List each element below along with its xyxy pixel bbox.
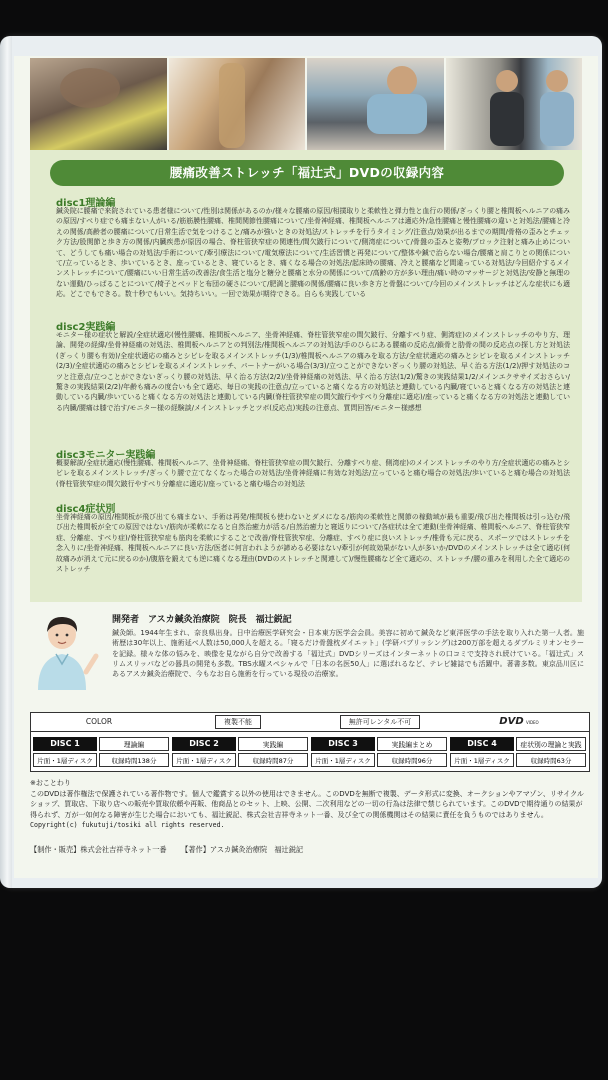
disc1-time: 収録時間138分: [99, 753, 169, 767]
disc3-title: disc3モニター実践編: [56, 450, 156, 461]
disc4-time: 収録時間63分: [516, 753, 586, 767]
disc2-title: disc2実践編: [56, 322, 116, 333]
disc2-spec-title: 実践編: [238, 737, 308, 751]
disc4-spec: [450, 737, 588, 769]
developer-bio: 鍼灸師。1944年生まれ、奈良県出身。日中治療医学研究会・日本東方医学会会員。美容に初めて鍼灸など東洋医学の手法を取り入れた第一人者。施術歴は30年以上、施術延べ人数は50,000人を超える。「寝るだけ骨盤枕ダイエット」(学研パブリッシング)は200万部を超えるダブルミリオンセラーを記録。様々な体の悩みを、映像を見ながら自分で改善する「福辻式」DVDシリーズはインターネットの口コミで支持され続けている。「福辻式」スリムスリッパなどの器具の開発も多数。TBS水曜スペシャルで「日本の名医50人」に選ばれるなど、テレビ雑誌でも活躍中。著書多数。東京品川区にあるアスカ鍼灸治療院で、今もなお自ら施術を行っている現役の治療家。: [112, 629, 584, 679]
developer-heading: 開発者 アスカ鍼灸治療院 院長 福辻鋭記: [112, 615, 292, 625]
contents-banner: 腰痛改善ストレッチ「福辻式」DVDの収録内容: [50, 160, 564, 186]
disc3-format: 片面・1層ディスク: [311, 753, 375, 767]
disc3-time: 収録時間96分: [377, 753, 447, 767]
disc3-spec-title: 実践編まとめ: [377, 737, 447, 751]
rental-cell: [309, 713, 451, 731]
disc4-format: 片面・1層ディスク: [450, 753, 514, 767]
disc2-spec: [172, 737, 310, 769]
disc4-spec-title: 症状別の理論と実践: [516, 737, 586, 751]
dvd-logo: DVD: [499, 716, 524, 727]
developer-avatar: [30, 612, 102, 692]
disc2-format: 片面・1層ディスク: [172, 753, 236, 767]
photo-massage: [30, 58, 167, 150]
credit-author: 【著作】アスカ鍼灸治療院 福辻鋭記: [181, 845, 304, 854]
disclaimer-body: このDVDは著作権法で保護されている著作物です。個人で鑑賞する以外の使用はできません。このDVDを無断で複製、データ形式に変換、オークションやアマゾン、リサイクルショップ、買取店、下取り店への販売や買取依頼や再販、他商品とのセット、上映、公開、二次利用などの一切の行為は法律で禁じられています。このDVDで期待通りの結果が得られず、万が一如何なる障害が生じた場合においても、福辻鋭記、株式会社吉祥寺ネット一番、及び全ての関係機関はその結果に責任を負うものではありません。: [30, 789, 584, 819]
photo-strip: [30, 58, 582, 150]
disc1-spec: [33, 737, 171, 769]
credits: [30, 845, 586, 855]
disc1-label: DISC 1: [33, 737, 97, 751]
disc1-format: 片面・1層ディスク: [33, 753, 97, 767]
color-label: COLOR: [85, 717, 113, 726]
copyright-line: Copyright(c) fukutuji/tosiki all rights reserved.: [30, 821, 225, 830]
disc4-body: 坐骨神経痛の原因/椎間板が飛び出ても痛まない、手術は再発/椎間板も使わないとダメになる/筋肉の柔軟性と関節の稼動域が最も重要/飛び出た椎間板は引っ込む/飛び出た椎間板が全ての原因ではない/筋肉が柔軟になると自然治癒力が活る/自然治癒力と寝返りについて/各症状は全て連動(坐骨神経痛、椎間板ヘルニア、脊柱管狭窄症、分離症、すべり症)/脊柱管狭窄症も筋肉を柔軟にすることで改善/脊柱管狭窄症、分離症、すべり症に良いストレッチ/椎骨も元に戻る、スポーツではストレッチを念入りに/坐骨神経痛、椎間板ヘルニアに良い方法/医者に何言われようが諦める必要はない/牽引が何故効果がない人が多いか/DVDのメインストレッチは全て適応(何故痛みが消えて元に戻るのか)/腹筋を鍛えても逆に痛くなる理由(DVDのストレッチと関連して)/慢性腰痛など全て適応の、ストレッチ/腰の重みを利用した全て適応のストレッチ: [56, 513, 570, 574]
disc1-spec-title: 理論編: [99, 737, 169, 751]
credit-producer: 【制作・販売】株式会社吉祥寺ネット一番: [30, 845, 167, 854]
photo-clinic: [446, 58, 583, 150]
disc4-label: DISC 4: [450, 737, 514, 751]
spec-header-row: [31, 713, 589, 732]
disc1-body: 鍼灸院に腰痛で来院されている患者様について/性別は関係があるのか/様々な腰痛の原因/相撲取りと柔軟性と弾力性と血行の関係/ぎっくり腰と椎間板ヘルニアの痛みの原因/すべり症でも痛まない人がいる/筋筋膜性腰痛、椎間関節性腰痛について/坐骨神経痛、椎間板ヘルニアは適応外/急性腰痛と慢性腰痛の違いと対処法/腰痛と冷えの関係/高齢者の腰痛について/日常生活で気をつけること/痛みが強いときの対処法/ストレッチを行うタイミング/注意点/効果が出るまでの期間/骨格の歪みとチェック方法/股関節と歩き方の関係/内臓疾患が原因の場合、脊柱管狭窄症の関連性/間欠跛行について/側湾症について/骨盤の歪みと姿勢/ブロック注射と痛み止めについて、どうしても痛い場合の対処法/手術について/牽引療法について/電気療法について/生活習慣と再発について/整体や鍼で治らない場合/腰痛と肩こりとの関係について/立っているとき、歩いているとき、座っているとき、寝ているとき、痛くなる場合の対処法/起床時の腰痛、冷えと腰痛など間違っている対処法/今回紹介するメインストレッチについて/腰痛にいい日常生活の改善法/食生活と塩分と糖分と腰痛と水分の関係について/高齢の方が多い理由/痛い時のマッサージと対処法/安静と無理のない運動/ひっぱることについて/椅子とベッドと布団の硬さについて/肥満と腰痛の関係/腰痛に良い歩き方と骨盤について/今回のメインストレッチはどんな症状にも適応。どこでもできる。数十秒でもいい。気持ちいい。一回で効果が期待できる。自らも実践している: [56, 207, 570, 299]
photo-stretch-demo: [307, 58, 444, 150]
disclaimer: [30, 778, 586, 831]
disc2-time: 収録時間87分: [238, 753, 308, 767]
spec-table: [30, 712, 590, 772]
disc2-body: モニター様の症状と解説/全症状適応(慢性腰痛、椎間板ヘルニア、坐骨神経痛、脊柱管狭窄症の間欠跛行、分離すべり症、側湾症)のメインストレッチのやり方、理論、開発の経緯/坐骨神経痛の対処法、椎間板ヘルニアとの判別法/椎間板ヘルニアの対処法/手のひらにある腰痛の反応点/鎖骨と肋骨の間の反応点の探し方と対処法(ぎっくり腰も有効)/全症状適応の痛みとシビレを取るメインストレッチ(1/3)/椎間板ヘルニアの痛みを取る方法/全症状適応の痛みとシビレを取るメインストレッチ(2/3)/全症状適応の痛みとシビレを取るメインストレッチ、パートナーがいる場合(3/3)/立つことができないぎっくり腰の対処法、早く治る方法(1/2)/押す対処法のコツと注意点/立つことができないぎっくり腰の対処法、早く治る方法(2/2)/坐骨神経痛の対処法、早く治る方法(1/2)/驚きの実践結果1/2/メインエクササイズおさらい/驚きの実践結果(2/2)/年齢も痛みの度合いも全て適応、毎日の実践の注意点/立っていると痛くなる方の対処法と連動している内臓/寝ていると痛くなる方の対処法と連動している内臓/歩いていると痛くなる方の対処法と連動している内臓(脊柱管狭窄症の間欠跛行やすべり分離症に適応)/座っていると痛くなる方の対処法と連動している内臓/腰痛は膝で治す/モニター様の経験談/メインストレッチとツボ(反応点)実践の注意点、質問回答/モニター様感想: [56, 331, 570, 412]
disc3-body: 概要解説/全症状適応(慢性腰痛、椎間板ヘルニア、坐骨神経痛、脊柱管狭窄症の間欠跛行、分離すべり症、側湾症)のメインストレッチのやり方/全症状適応の痛みとシビレを取るメインストレッチ/ぎっくり腰で立てなくなった場合の対処法/坐骨神経痛に有効な対処法/立っていると痛む場合の対処法/歩いていると痛む場合の対処法(脊柱管狭窄症の間欠跛行やすべり分離症に適応)/座っていると痛む場合の対処法: [56, 459, 570, 488]
disc1-title: disc1理論編: [56, 198, 116, 209]
rental-badge: 無許可レンタル不可: [340, 715, 421, 729]
disc3-spec: [311, 737, 449, 769]
copy-protect-cell: [167, 713, 309, 731]
disc3-label: DISC 3: [311, 737, 375, 751]
disc2-label: DISC 2: [172, 737, 236, 751]
dvd-logo-sub: VIDEO: [526, 720, 539, 725]
case-hinge: [0, 36, 12, 888]
disclaimer-heading: ※おことわり: [30, 779, 71, 787]
disc4-title: disc4症状別: [56, 504, 116, 515]
dvd-logo-cell: [451, 713, 587, 731]
copy-protect-badge: 複製不能: [215, 715, 261, 729]
photo-spine-model: [169, 58, 306, 150]
